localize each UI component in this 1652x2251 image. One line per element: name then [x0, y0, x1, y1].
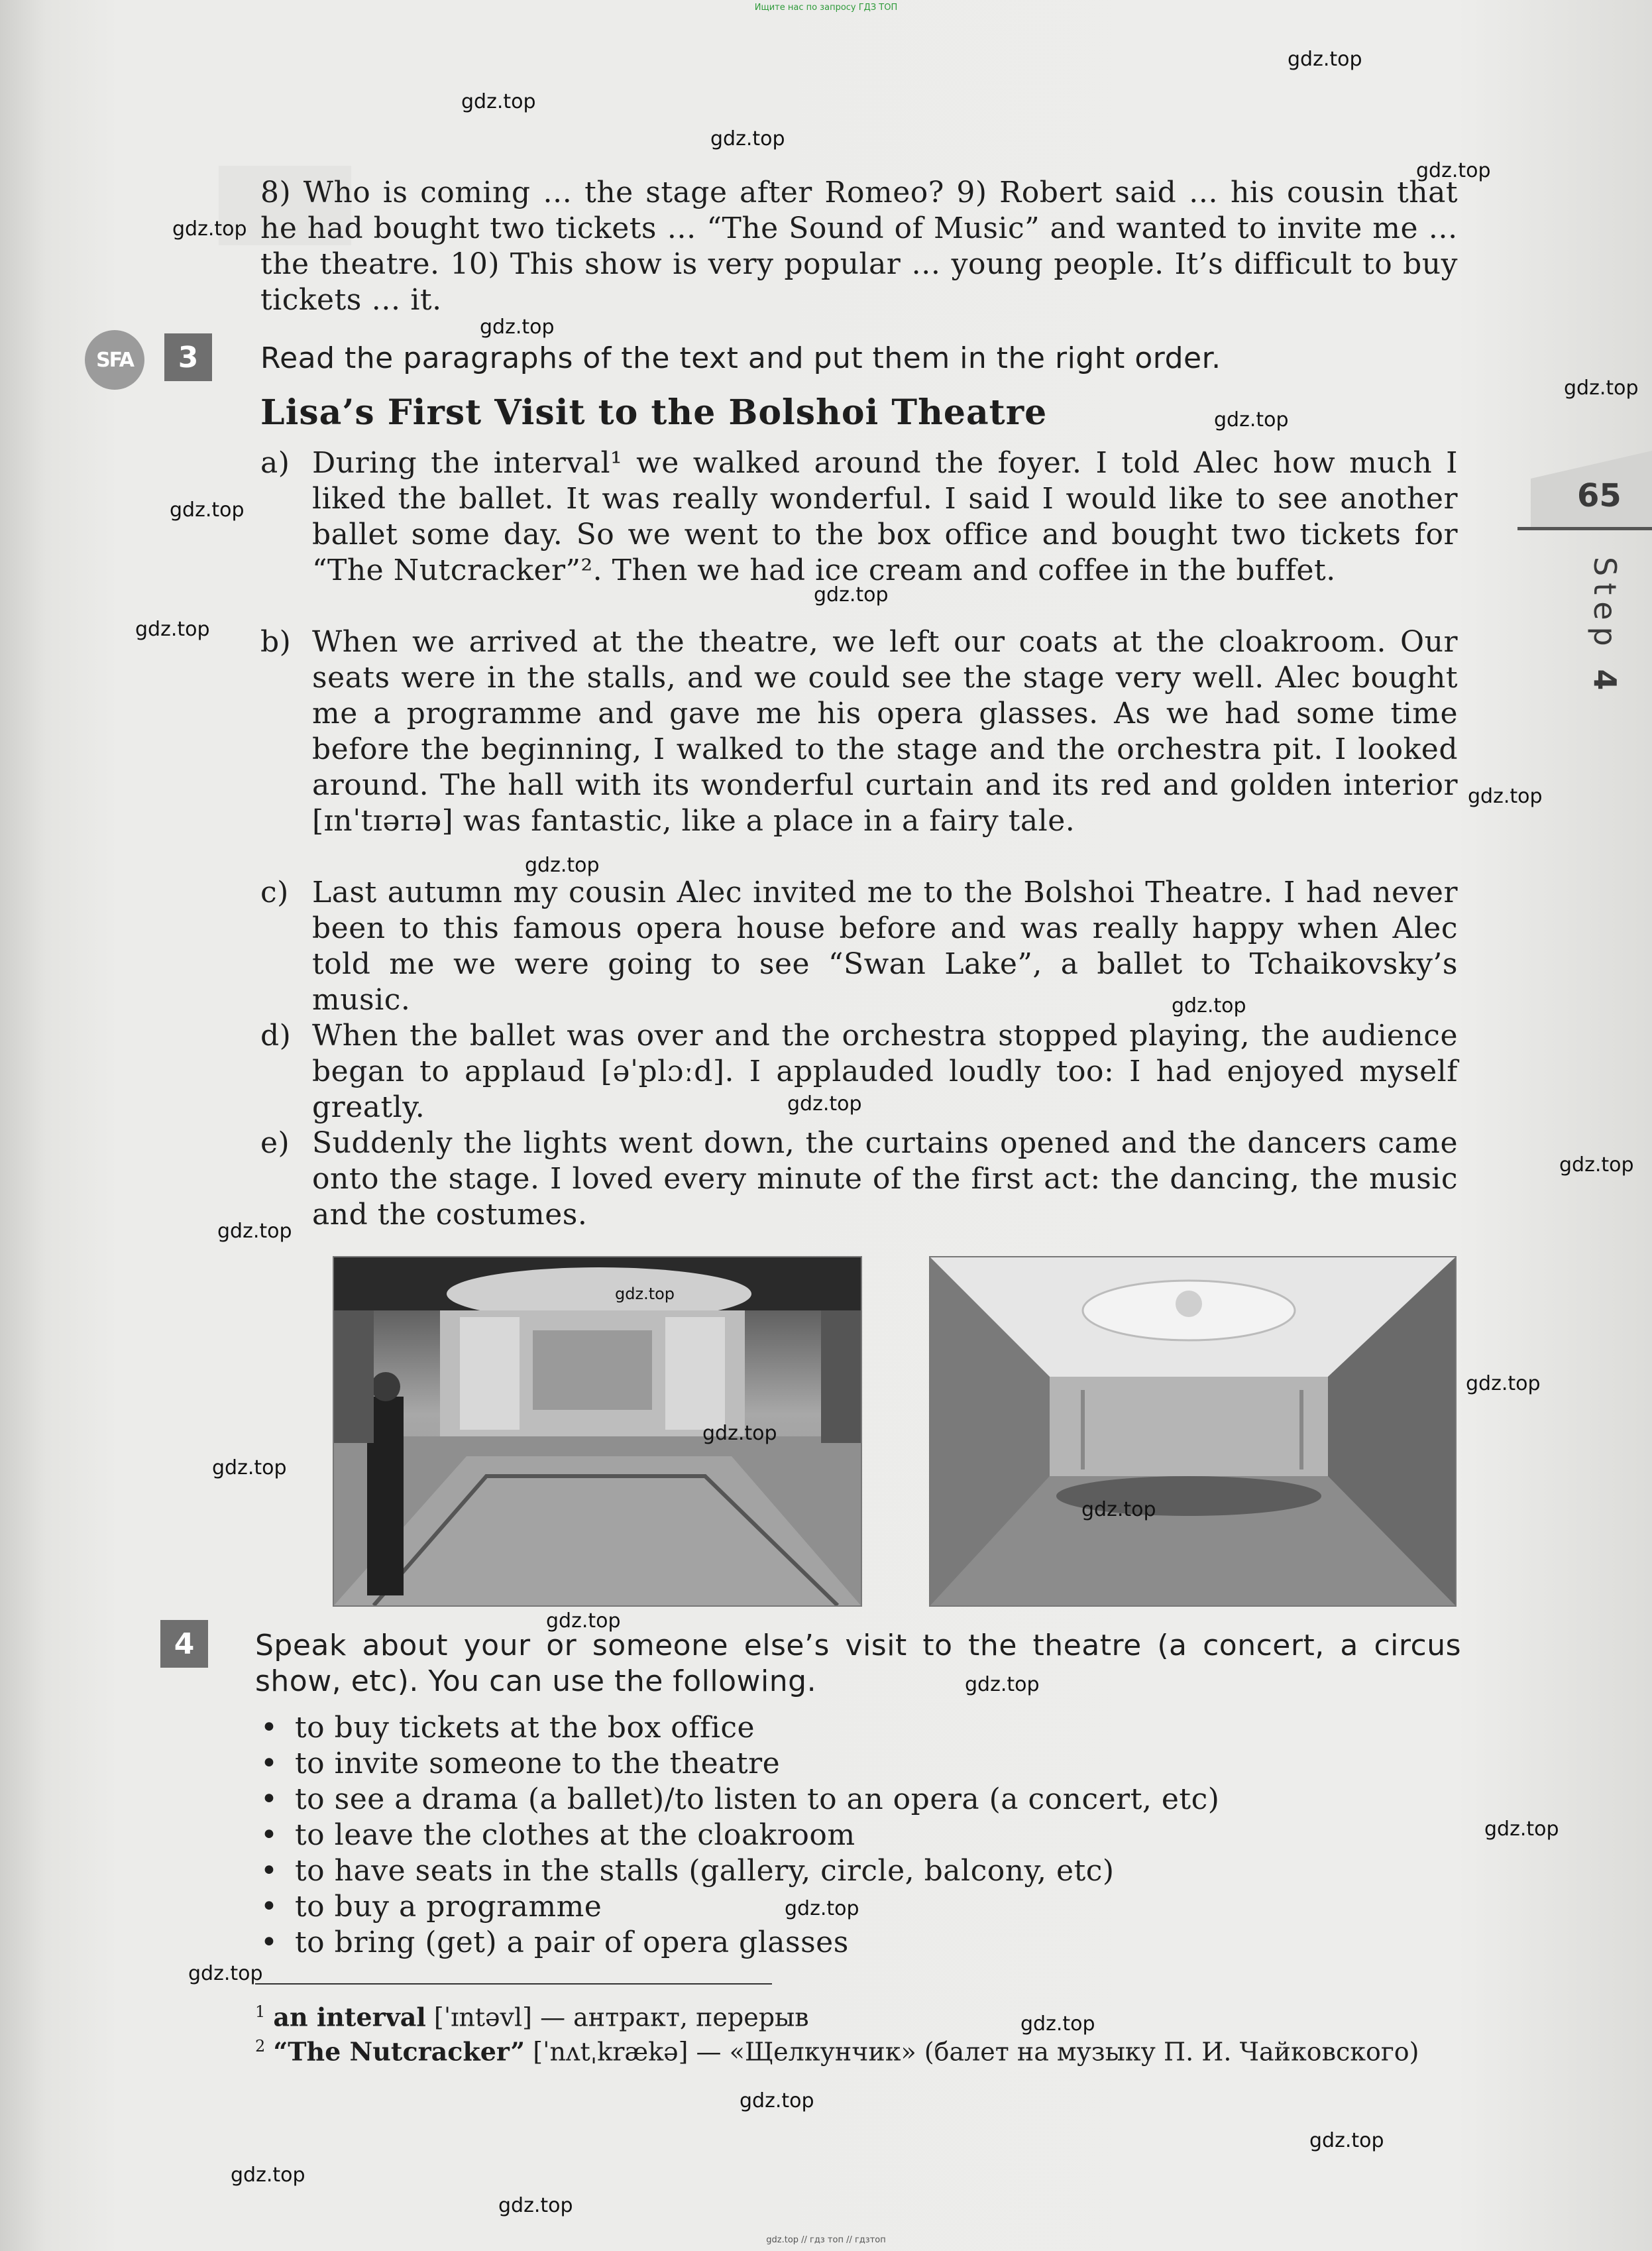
paragraph-b — [260, 624, 1458, 839]
footnote-rule — [255, 1983, 772, 1985]
watermark: gdz.top — [1172, 994, 1246, 1017]
previous-exercise-text: 8) Who is coming … the stage after Romeo? 9) Robert said … his cousin that he had bought two tickets … “The Sound of Music” and wanted to invite me … the theatre. 10) This show is very popular … young people. It’s difficult to buy tickets … it. — [260, 176, 1458, 317]
task3-instruction: Read the paragraphs of the text and put them in the right order. — [260, 341, 1221, 375]
watermark: gdz.top — [217, 1220, 292, 1243]
watermark: gdz.top — [498, 2194, 573, 2217]
theatre-foyer-photo — [929, 1256, 1457, 1607]
watermark: gdz.top — [1214, 408, 1289, 432]
paragraph-text: When the ballet was over and the orchestra stopped playing, the audience began to applaud [əˈplɔːd]. I applauded loudly too: I had enjoyed myself greatly. — [312, 1019, 1458, 1124]
sfa-badge: SFA — [85, 330, 144, 390]
watermark: gdz.top — [1559, 1153, 1634, 1177]
footnote-1 — [255, 1995, 1461, 2034]
task4-instruction: Speak about your or someone else’s visit to the theatre (a concert, a circus show, etc). You can use the following. — [255, 1629, 1461, 1698]
footnote-definition: [ˈɪntəvl] — антракт, перерыв — [425, 2002, 809, 2032]
watermark: gdz.top — [546, 1609, 621, 1633]
watermark: gdz.top — [785, 1897, 859, 1920]
paragraph-e — [260, 1126, 1458, 1233]
step-word: Step — [1587, 557, 1623, 653]
watermark: gdz.top — [172, 217, 247, 241]
watermark: gdz.top — [814, 583, 889, 606]
list-item: • to invite someone to the theatre — [255, 1746, 1461, 1782]
theatre-stage-photo — [333, 1256, 862, 1607]
watermark: gdz.top — [461, 90, 536, 113]
watermark: gdz.top — [615, 1285, 675, 1303]
footnote-term: an interval — [273, 2002, 426, 2032]
watermark: gdz.top — [1309, 2129, 1384, 2152]
paragraph-text: Suddenly the lights went down, the curtains opened and the dancers came onto the stage. I loved every minute of the first act: the dancing, the music and the costumes. — [312, 1126, 1458, 1232]
watermark: gdz.top — [1288, 48, 1362, 71]
page-number: 65 — [1577, 477, 1622, 514]
watermark: gdz.top — [188, 1962, 263, 1985]
watermark: gdz.top — [1564, 376, 1639, 400]
watermark: gdz.top — [525, 854, 600, 877]
watermark: gdz.top — [170, 498, 245, 522]
list-item: • to buy tickets at the box office — [255, 1710, 1461, 1746]
step-label — [1587, 557, 1623, 697]
watermark: gdz.top — [135, 618, 210, 641]
text-title: Lisa’s First Visit to the Bolshoi Theatre — [260, 392, 1048, 433]
page-number-rule — [1517, 527, 1652, 530]
footnote-term: “The Nutcracker” — [273, 2036, 525, 2067]
paragraph-label: a) — [260, 446, 290, 480]
header-link[interactable]: Ищите нас по запросу ГДЗ ТОП — [754, 3, 898, 13]
list-item: • to bring (get) a pair of opera glasses — [255, 1925, 1461, 1961]
watermark: gdz.top — [1416, 159, 1491, 182]
watermark: gdz.top — [1466, 1372, 1541, 1395]
footnote-2 — [255, 2030, 1461, 2069]
list-item: • to buy a programme — [255, 1889, 1461, 1925]
paragraph-label: d) — [260, 1019, 292, 1053]
paragraph-label: c) — [260, 876, 289, 909]
watermark: gdz.top — [480, 316, 555, 339]
watermark: gdz.top — [1468, 785, 1543, 808]
footnote-definition: [ˈnʌtˌkrækə] — «Щелкунчик» (балет на музыку П. И. Чайковского) — [525, 2037, 1419, 2067]
paragraph-text: Last autumn my cousin Alec invited me to the Bolshoi Theatre. I had never been to this famous opera house before and was really happy when Alec told me we were going to see “Swan Lake”, a ballet to Tchaikovsky’s music. — [312, 876, 1458, 1017]
task-number-3: 3 — [164, 333, 212, 381]
list-item: • to have seats in the stalls (gallery, circle, balcony, etc) — [255, 1853, 1461, 1889]
watermark: gdz.top — [1081, 1498, 1156, 1521]
paragraph-a — [260, 445, 1458, 589]
watermark: gdz.top — [1020, 2012, 1095, 2036]
watermark: gdz.top — [231, 2164, 305, 2187]
footnote-mark: 1 — [255, 2002, 266, 2021]
phrase-list — [255, 1710, 1461, 1961]
list-item: • to see a drama (a ballet)/to listen to an opera (a concert, etc) — [255, 1782, 1461, 1818]
paragraph-c — [260, 875, 1458, 1018]
task-number-4: 4 — [160, 1620, 208, 1668]
watermark: gdz.top — [1484, 1818, 1559, 1841]
watermark: gdz.top — [702, 1422, 777, 1445]
paragraph-label: e) — [260, 1126, 290, 1160]
step-number: 4 — [1587, 669, 1623, 697]
watermark: gdz.top — [740, 2089, 814, 2112]
paragraph-text: When we arrived at the theatre, we left our coats at the cloakroom. Our seats were in the stalls, and we could see the stage very well. Alec bought me a programme and gave me his opera glasses. As we had some time before the beginning, I walked to the stage and the orchestra pit. I looked around. The hall with its wonderful curtain and its red and golden interior [ɪnˈtɪərɪə] was fantastic, like a place in a fairy tale. — [312, 625, 1458, 838]
watermark: gdz.top — [965, 1673, 1040, 1696]
paragraph-text: During the interval¹ we walked around the foyer. I told Alec how much I liked the ballet. It was really wonderful. I said I would like to see another ballet some day. So we went to the box office and bought two tickets for “The Nutcracker”². Then we had ice cream and coffee in the buffet. — [312, 446, 1458, 587]
watermark: gdz.top — [787, 1092, 862, 1116]
watermark: gdz.top — [710, 127, 785, 150]
footnote-mark: 2 — [255, 2037, 266, 2055]
paragraph-label: b) — [260, 625, 292, 659]
list-item: • to leave the clothes at the cloakroom — [255, 1818, 1461, 1853]
footer-link[interactable]: gdz.top // гдз топ // гдзтоп — [766, 2235, 886, 2245]
watermark: gdz.top — [212, 1456, 287, 1479]
